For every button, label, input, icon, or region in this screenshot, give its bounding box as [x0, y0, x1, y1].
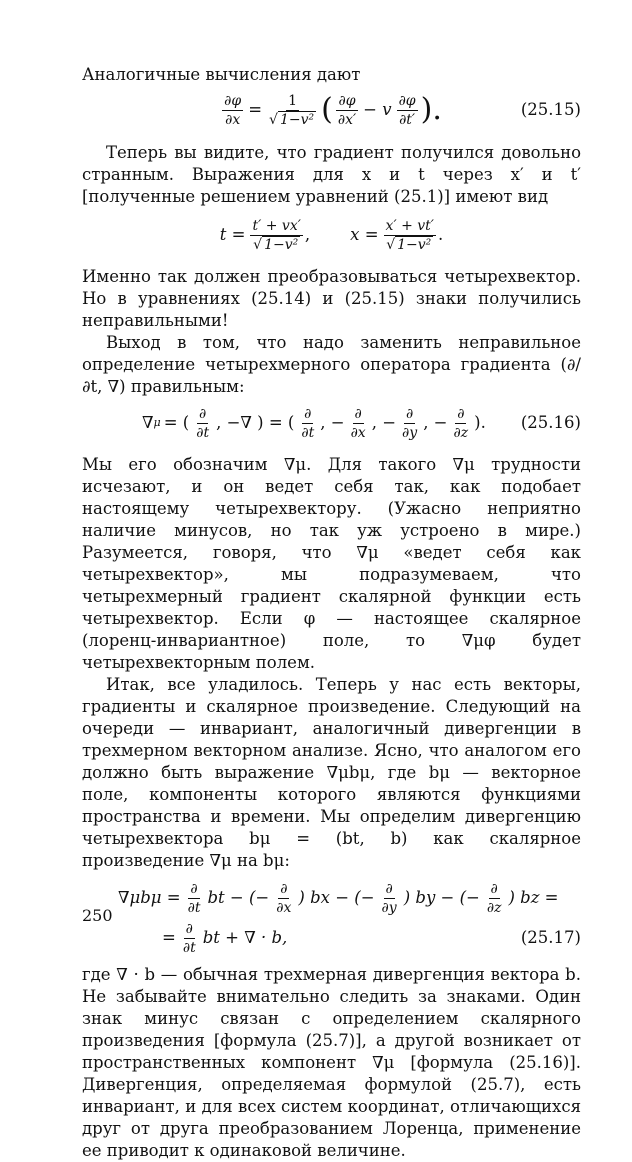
fraction: $\frac{\partial}{\partial y}$: [402, 405, 418, 441]
fraction: $\frac{x' + vt'}{\text{√ 1−v²}}$: [385, 217, 434, 253]
page-number: 250: [82, 906, 113, 925]
fraction: $\frac{\partial}{\partial t}$: [182, 920, 196, 956]
paragraph-6: где ∇ · b — обычная трехмерная дивергенция вектора b. Не забывайте внимательно следить за знаками. Один знак минус связан с определением скалярного произведения [формула (25.7)], а другой возникает от пространственных компонент ∇μ [формула (25.16)]. Дивергенция, определяемая формулой (25.7), есть инвариант, и для всех систем координат, отличающихся друг от друга преобразованием Лоренца, применение ее приводит к одинаковой величине.: [82, 965, 581, 1160]
equation-25-17-line-1: ∇μbμ = $\frac{\partial}{\partial t}$ bt − (− $\frac{\partial}{\partial x}$ ) bx − (− $\frac{\partial}{\partial y}$ ) by − (− $\frac{\partial}{\partial z}$ ) bz =: [118, 880, 559, 916]
paragraph-5: Итак, все уладилось. Теперь у нас есть векторы, градиенты и скалярное произведение. Следующий на очереди — инвариант, аналогичный дивергенции в трехмерном векторном анализе. Ясно, что аналогом его должно быть выражение ∇μbμ, где bμ — векторное поле, компоненты которого являются функциями пространства и времени. Мы определим дивергенцию четырехвектора bμ = (bt, b) как скалярное произведение ∇μ на bμ:: [82, 675, 581, 870]
fraction: $\frac{\partial\varphi}{\partial x}$: [224, 92, 242, 128]
intro-text: Аналогичные вычисления дают: [82, 65, 361, 84]
fraction: $\frac{\partial}{\partial t}$: [196, 405, 210, 441]
fraction: $\frac{\partial}{\partial z}$: [486, 880, 502, 916]
equation-lorentz: t = $\frac{t' + vx'}{\text{√ 1−v²}}$ , x = $\frac{x' + vt'}{\text{√ 1−v²}}$ .: [219, 217, 444, 253]
equation-25-17-line-2: = $\frac{\partial}{\partial t}$ bt + ∇ · b, (25.17): [162, 920, 581, 956]
paragraph-4: Мы его обозначим ∇μ. Для такого ∇μ трудности исчезают, и он ведет себя так, как подобает настоящему четырехвектору. (Ужасно неприятно наличие минусов, но так уж устроено в мире.) Разумеется, говоря, что ∇μ «ведет себя как четырехвектор», мы подразумеваем, что четырехмерный градиент скалярной функции есть четырехвектор. Если φ — настоящее скалярное (лоренц-инвариантное) поле, то ∇μφ будет четырехвекторным полем.: [82, 455, 581, 672]
paragraph-2: Именно так должен преобразовываться четырехвектор. Но в уравнениях (25.14) и (25.15) знаки получились неправильными!: [82, 267, 581, 330]
equation-25-17: [82, 878, 581, 958]
paragraph-1: Теперь вы видите, что градиент получился довольно странным. Выражения для x и t через x′ и t′ [полученные решением уравнений (25.1)] имеют вид: [82, 143, 581, 206]
paragraph-3: Выход в том, что надо заменить неправильное определение четырехмерного оператора градиента (∂/∂t, ∇) правильным:: [82, 333, 581, 396]
fraction: $\frac{\partial}{\partial t}$: [187, 880, 201, 916]
fraction: $\frac{\partial}{\partial x}$: [350, 405, 366, 441]
equation-number: (25.15): [520, 100, 581, 119]
fraction: $\frac{\partial}{\partial y}$: [381, 880, 397, 916]
fraction: $\frac{t' + vx'}{\text{√ 1−v²}}$: [252, 217, 301, 253]
fraction: $\frac{\partial\varphi}{\partial t'}$: [398, 92, 416, 128]
equation-number: (25.16): [520, 413, 581, 432]
fraction: $\frac{\partial}{\partial x}$: [276, 880, 292, 916]
equation-number: (25.17): [520, 928, 581, 947]
fraction: $\frac{1}{\text{√ 1−v²}}$: [269, 92, 315, 128]
equation-25-15: $\frac{\partial\varphi}{\partial x}$ = $\frac{1}{\text{√ 1−v²}}$ ( $\frac{\partial\varphi}{\partial x'}$ − v $\frac{\partial\varphi}{\partial t'}$ ). (25.15): [224, 92, 581, 128]
equation-25-16: ∇ μ = ( $\frac{\partial}{\partial t}$ , −∇ ) = ( $\frac{\partial}{\partial t}$ , − $\frac{\partial}{\partial x}$ , − $\frac{\partial}{\partial y}$ , − $\frac{\partial}{\partial z}$ ). (25.16): [142, 405, 581, 441]
fraction: $\frac{\partial}{\partial t}$: [301, 405, 315, 441]
fraction: $\frac{\partial\varphi}{\partial x'}$: [337, 92, 357, 128]
fraction: $\frac{\partial}{\partial z}$: [453, 405, 469, 441]
